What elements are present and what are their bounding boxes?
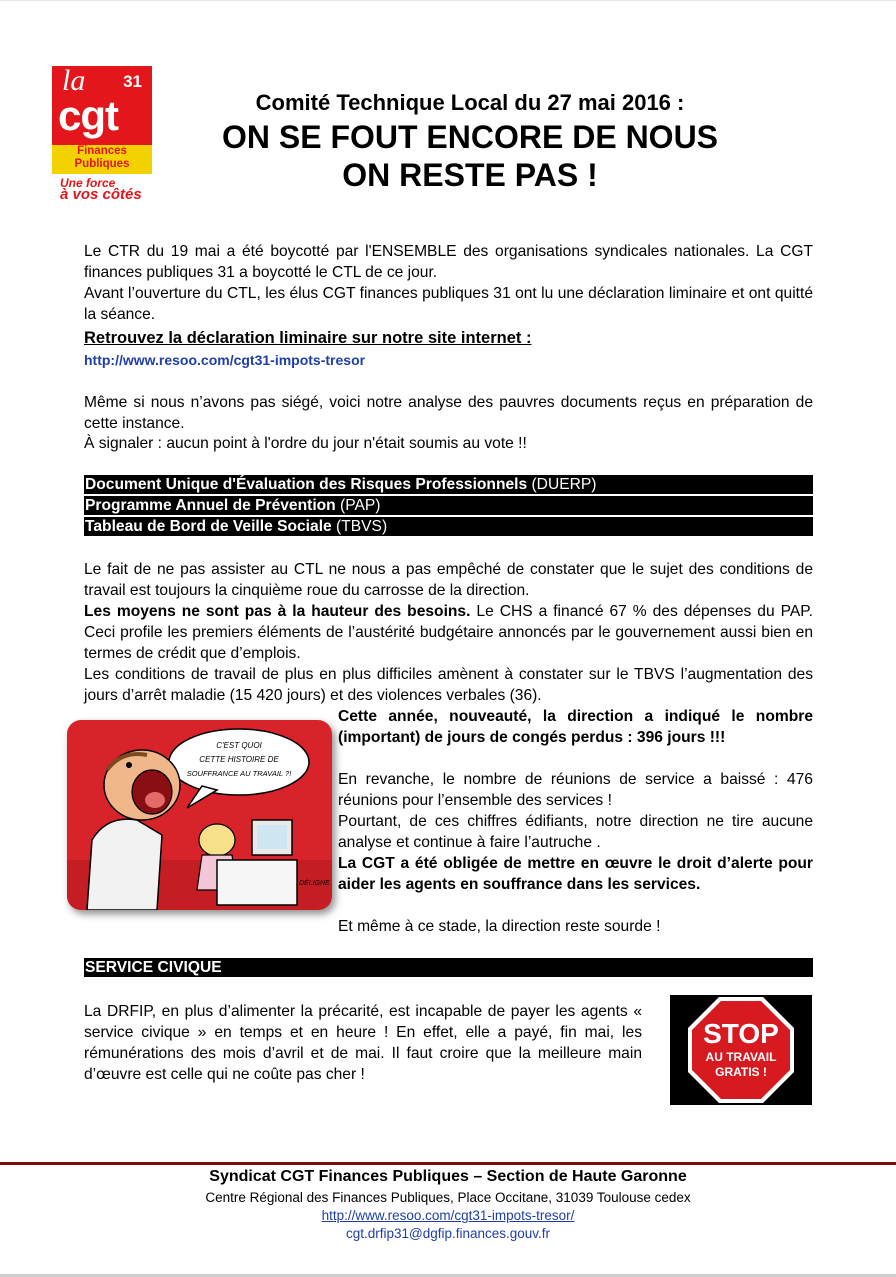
stop-sign-drawing — [670, 995, 812, 1105]
cartoon-signature: DÉLIGNE — [299, 880, 330, 887]
section1-paragraph-2-rest: Le CHS a financé 67 % des dépenses du PAP. Ceci profile les premiers éléments de l’austérité budgétaire annoncés par le gouvernement aussi bien en termes de crédit que d’emplois. — [84, 603, 813, 662]
tagline-line1: Une force — [60, 176, 116, 190]
declaration-link-row — [84, 350, 813, 371]
section-bar-pap — [84, 496, 813, 515]
means-statement: Les moyens ne sont pas à la hauteur des besoins. — [84, 603, 471, 620]
headline-line1: ON SE FOUT ENCORE DE NOUS — [221, 119, 719, 155]
intro-paragraph-1: Le CTR du 19 mai a été boycotté par l'ENSEMBLE des organisations syndicales nationales. La CGT finances publiques 31 a boycotté le CTL de ce jour. — [84, 243, 813, 281]
tbvs-abbr: (TBVS) — [331, 518, 388, 535]
cgt-logo — [52, 66, 152, 174]
tbvs-title: Tableau de Bord de Veille Sociale — [85, 518, 332, 535]
no-analysis: Pourtant, de ces chiffres édifiants, notre direction ne tire aucune analyse et continue à faire l’autruche . — [338, 813, 813, 851]
stop-sign-image — [670, 995, 812, 1105]
footer-url-link[interactable]: http://www.resoo.com/cgt31-impots-tresor/ — [321, 1208, 575, 1223]
section-bar-tbvs — [84, 517, 813, 536]
footer-divider — [0, 1162, 896, 1165]
stop-word: STOP — [703, 1018, 779, 1049]
lost-leave-days: Cette année, nouveauté, la direction a indiqué le nombre (important) de jours de congés perdus : 396 jours !!! — [338, 708, 813, 746]
service-civique-heading: SERVICE CIVIQUE — [85, 959, 222, 976]
bubble-line1: C'EST QUOI — [216, 741, 262, 750]
service-meetings: En revanche, le nombre de réunions de service a baissé : 476 réunions pour l’ensemble des services ! — [338, 771, 813, 809]
footer-address: Centre Régional des Finances Publiques, Place Occitane, 31039 Toulouse cedex — [205, 1190, 691, 1205]
logo-cgt: cgt — [58, 92, 118, 139]
intro-paragraph-4: À signaler : aucun point à l'ordre du jour n'était soumis au vote !! — [84, 435, 527, 452]
service-civique-paragraph: La DRFIP, en plus d’alimenter la précarité, est incapable de payer les agents « service civique » en temps et en heure ! En effet, elle a payé, fin mai, les rémunérations des mois d’avril et de mai. Il faut croire que la meilleure main d’œuvre est celle qui ne coûte pas cher ! — [84, 1003, 642, 1083]
section1-paragraph-1: Le fait de ne pas assister au CTL ne nous a pas empêché de constater que le sujet des conditions de travail est toujours la cinquième roue du carrosse de la direction. — [84, 561, 813, 599]
headline-line2: ON RESTE PAS ! — [342, 157, 598, 193]
logo-tagline — [60, 177, 160, 201]
declaration-link[interactable]: http://www.resoo.com/cgt31-impots-tresor — [84, 352, 366, 368]
cartoon-drawing — [67, 720, 332, 910]
intro-paragraph-2: Avant l’ouverture du CTL, les élus CGT finances publiques 31 ont lu une déclaration liminaire et ont quitté la séance. — [84, 285, 813, 323]
cartoon-image — [67, 720, 332, 910]
footer-org: Syndicat CGT Finances Publiques – Section de Haute Garonne — [209, 1168, 687, 1185]
declaration-heading — [84, 328, 813, 349]
stop-line1: AU TRAVAIL — [705, 1050, 777, 1064]
duerp-title: Document Unique d'Évaluation des Risques Professionnels — [85, 476, 528, 493]
stop-line2: GRATIS ! — [715, 1065, 767, 1079]
section-bar-duerp — [84, 475, 813, 494]
logo-band-line1: Finances — [77, 145, 127, 157]
logo-la: la — [62, 64, 86, 97]
headline — [160, 118, 780, 194]
meeting-title: Comité Technique Local du 27 mai 2016 : — [255, 90, 685, 115]
pap-title: Programme Annuel de Prévention — [85, 497, 336, 514]
alert-right: La CGT a été obligée de mettre en œuvre le droit d’alerte pour aider les agents en souffrance dans les services. — [338, 855, 813, 893]
section1-paragraph-3: Les conditions de travail de plus en plus difficiles amènent à constater sur le TBVS l’augmentation des jours d’arrêt maladie (15 420 jours) et des violences verbales (36). — [84, 666, 813, 704]
bubble-line3: SOUFFRANCE AU TRAVAIL ?! — [186, 769, 292, 778]
logo-number: 31 — [123, 72, 142, 91]
section1-paragraph-2 — [84, 601, 813, 664]
duerp-abbr: (DUERP) — [527, 476, 597, 493]
pap-abbr: (PAP) — [335, 497, 381, 514]
footer-email-link[interactable]: cgt.drfip31@dgfip.finances.gouv.fr — [345, 1226, 551, 1241]
bubble-line2: CETTE HISTOIRE DE — [199, 755, 279, 764]
logo-band-line2: Publiques — [74, 158, 130, 170]
tagline-line2: à vos côtés — [60, 186, 142, 203]
logo-band — [52, 145, 152, 174]
section-bar-service-civique — [84, 958, 813, 977]
intro-paragraph-3: Même si nous n’avons pas siégé, voici notre analyse des pauvres documents reçus en préparation de cette instance. — [84, 394, 813, 432]
management-deaf: Et même à ce stade, la direction reste sourde ! — [338, 918, 661, 935]
declaration-heading-text: Retrouvez la déclaration liminaire sur notre site internet : — [84, 329, 532, 347]
